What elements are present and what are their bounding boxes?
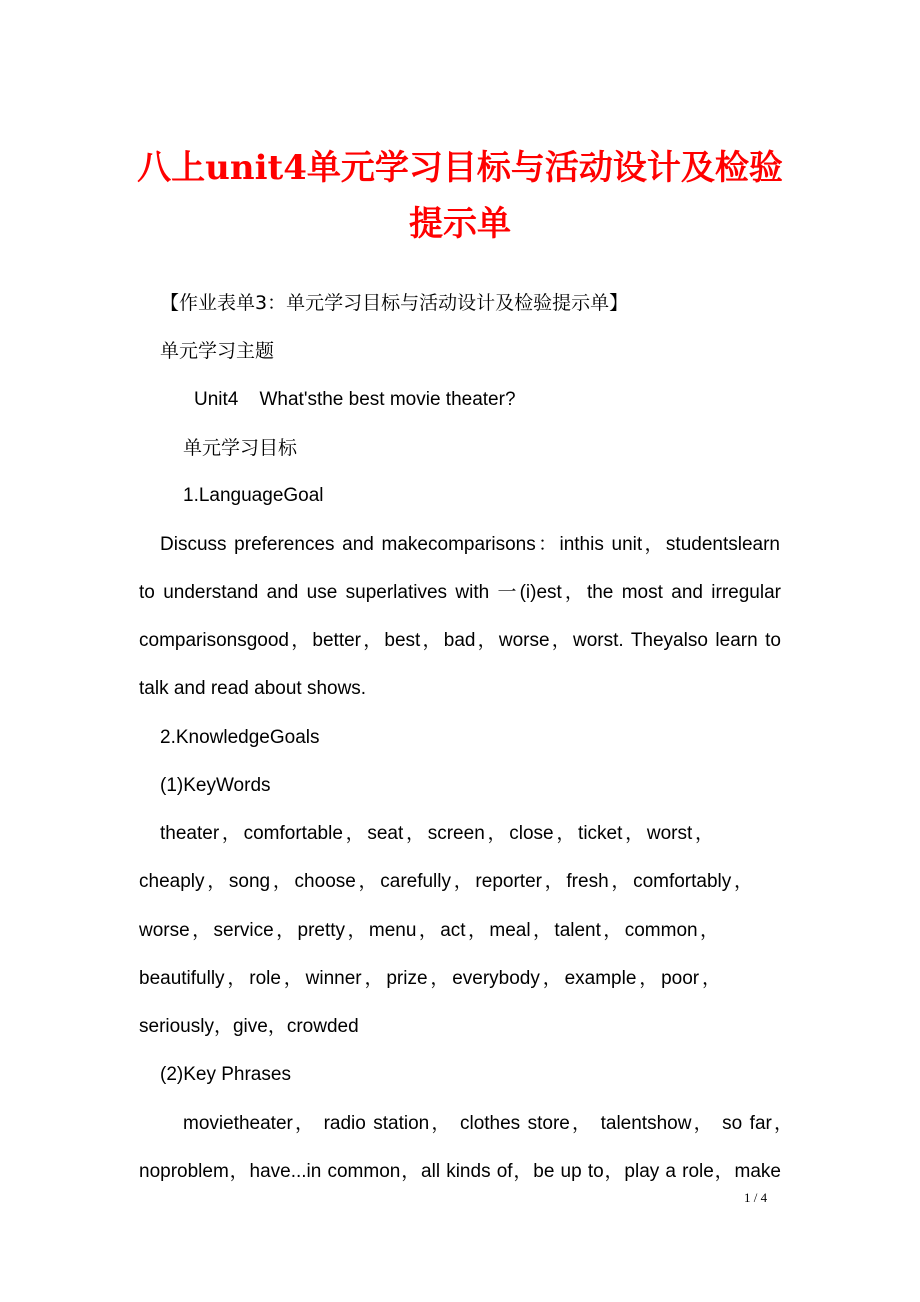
key-words-line: worse，service，pretty，menu，act，meal，talent，common， (139, 920, 719, 941)
knowledge-goals-heading: 2.KnowledgeGoals (160, 727, 320, 748)
key-words-line: beautifully，role，winner，prize，everybody，example，poor， (139, 968, 721, 989)
unit-title: Unit4 What'sthe best movie theater? (194, 389, 516, 410)
document-title-line-1: 八上unit4单元学习目标与活动设计及检验 (137, 148, 783, 188)
key-words-line: cheaply，song，choose，carefully，reporter，fresh，comfortably， (139, 871, 753, 892)
worksheet-header: 【作业表单3：单元学习目标与活动设计及检验提示单】 (160, 292, 629, 314)
key-phrases-line: movietheater， radio station， clothes store， talentshow， so far， (183, 1113, 793, 1134)
key-words-line: seriously，give，crowded (139, 1016, 359, 1037)
language-goal-text-line: comparisonsgood，better，best，bad，worse，worst. Theyalso learn to (139, 630, 781, 651)
unit-theme-label: 单元学习主题 (160, 340, 275, 362)
key-words-heading: (1)KeyWords (160, 775, 271, 796)
language-goal-heading: 1.LanguageGoal (183, 485, 324, 506)
key-phrases-line: noproblem，have...in common，all kinds of，be up to，play a role，make (139, 1161, 781, 1182)
key-phrases-heading: (2)Key Phrases (160, 1064, 291, 1085)
document-title-line-2: 提示单 (409, 204, 511, 244)
language-goal-text-line: talk and read about shows. (139, 678, 367, 699)
language-goal-text-line: Discuss preferences and makecomparisons：inthis unit，studentslearn (160, 534, 780, 555)
page-number: 1 / 4 (744, 1190, 768, 1205)
key-words-line: theater，comfortable，seat，screen，close，ticket，worst， (160, 823, 714, 844)
language-goal-text-line: to understand and use superlatives with 一(i)est，the most and irregular (139, 582, 781, 603)
unit-goals-label: 单元学习目标 (183, 437, 298, 459)
